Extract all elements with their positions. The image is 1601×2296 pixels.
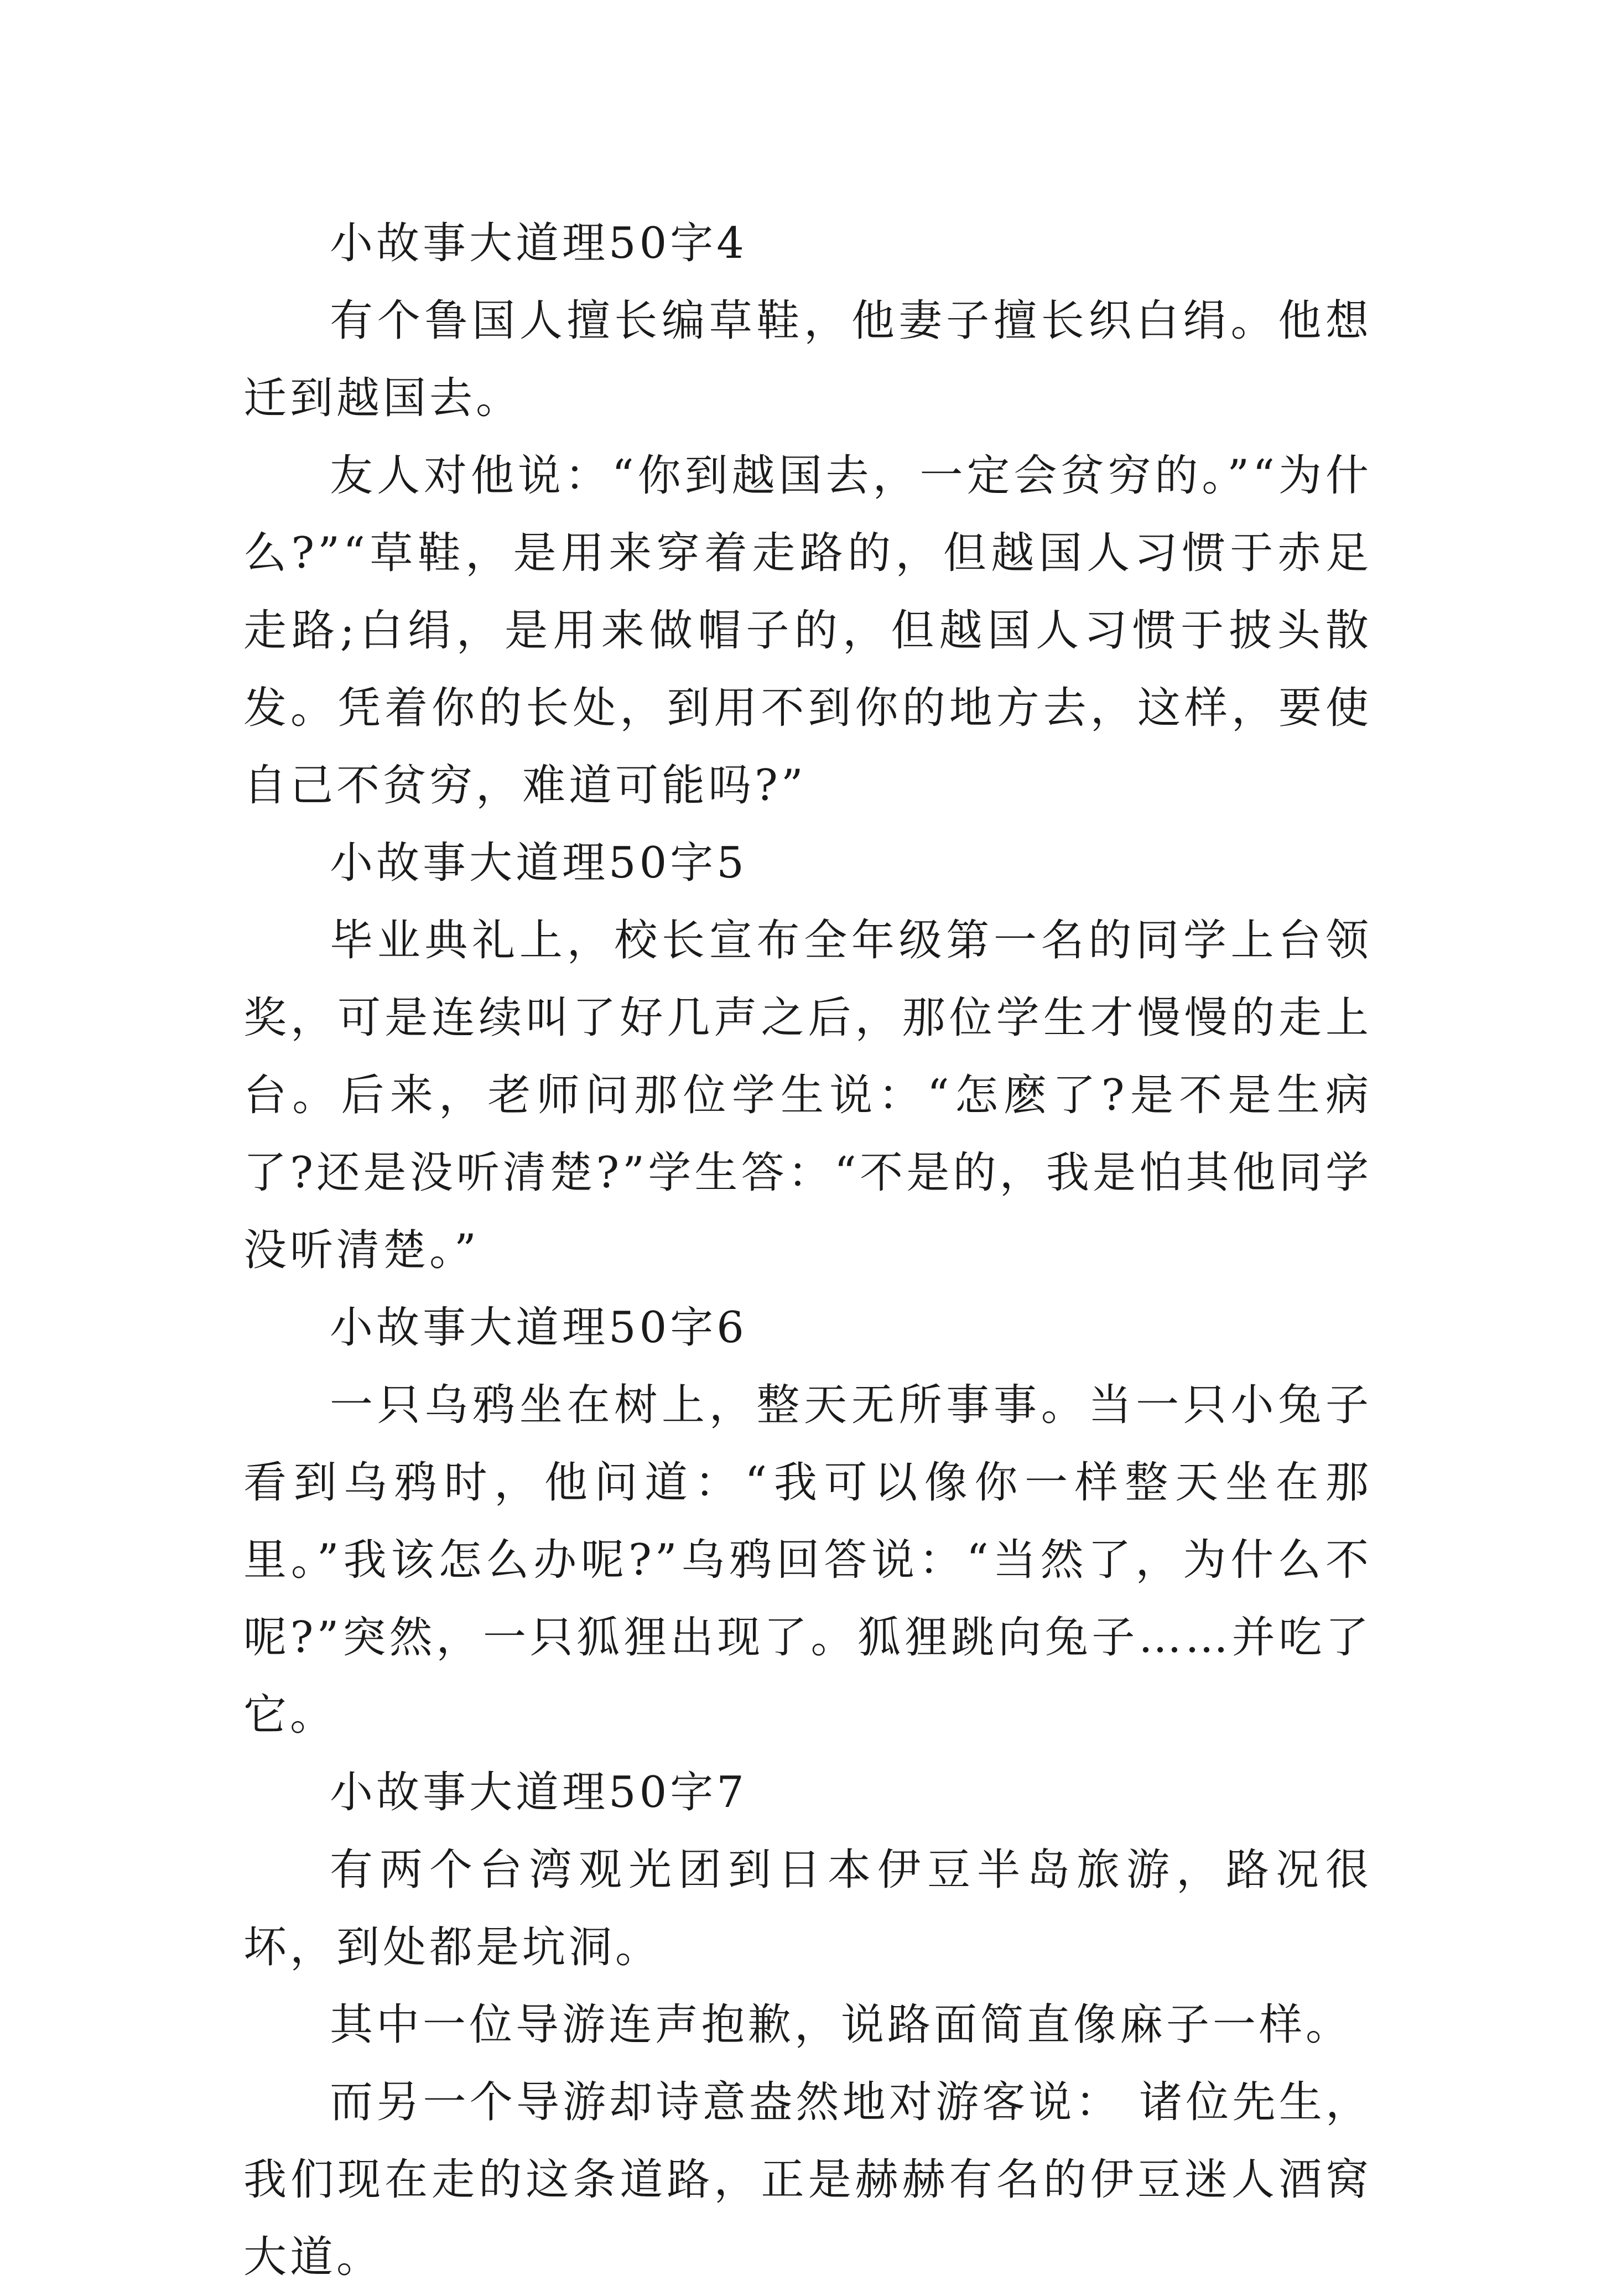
paragraph: 毕业典礼上，校长宣布全年级第一名的同学上台领奖，可是连续叫了好几声之后，那位学生才慢慢的走上台。后来，老师问那位学生说：“怎麽了?是不是生病了?还是没听清楚?”学生答：“不是的，我是怕其他同学没听清楚。” [243, 916, 1372, 1275]
paragraph: 而另一个导游却诗意盎然地对游客说： 诸位先生，我们现在走的这条道路，正是赫赫有名的伊豆迷人酒窝大道。 [243, 2077, 1372, 2282]
section-heading: 小故事大道理50字5 [330, 838, 747, 888]
paragraph: 有个鲁国人擅长编草鞋，他妻子擅长织白绢。他想迁到越国去。 [243, 296, 1372, 423]
paragraph: 一只乌鸦坐在树上，整天无所事事。当一只小兔子看到乌鸦时，他问道：“我可以像你一样整天坐在那里。”我该怎么办呢?”乌鸦回答说：“当然了，为什么不呢?”突然，一只狐狸出现了。狐狸跳向兔子……并吃了它。 [243, 1380, 1372, 1740]
paragraph: 友人对他说：“你到越国去，一定会贫穷的。”“为什么?”“草鞋，是用来穿着走路的，但越国人习惯于赤足走路;白绢，是用来做帽子的，但越国人习惯于披头散发。凭着你的长处，到用不到你的地方去，这样，要使自己不贫穷，难道可能吗?” [243, 451, 1372, 811]
section-heading: 小故事大道理50字6 [330, 1303, 747, 1353]
paragraph: 有两个台湾观光团到日本伊豆半岛旅游，路况很坏，到处都是坑洞。 [243, 1845, 1372, 1972]
paragraph: 其中一位导游连声抱歉，说路面简直像麻子一样。 [330, 2000, 1353, 2050]
section-heading: 小故事大道理50字7 [330, 1768, 747, 1817]
section-heading: 小故事大道理50字4 [330, 219, 747, 268]
document-body [243, 205, 1372, 2296]
